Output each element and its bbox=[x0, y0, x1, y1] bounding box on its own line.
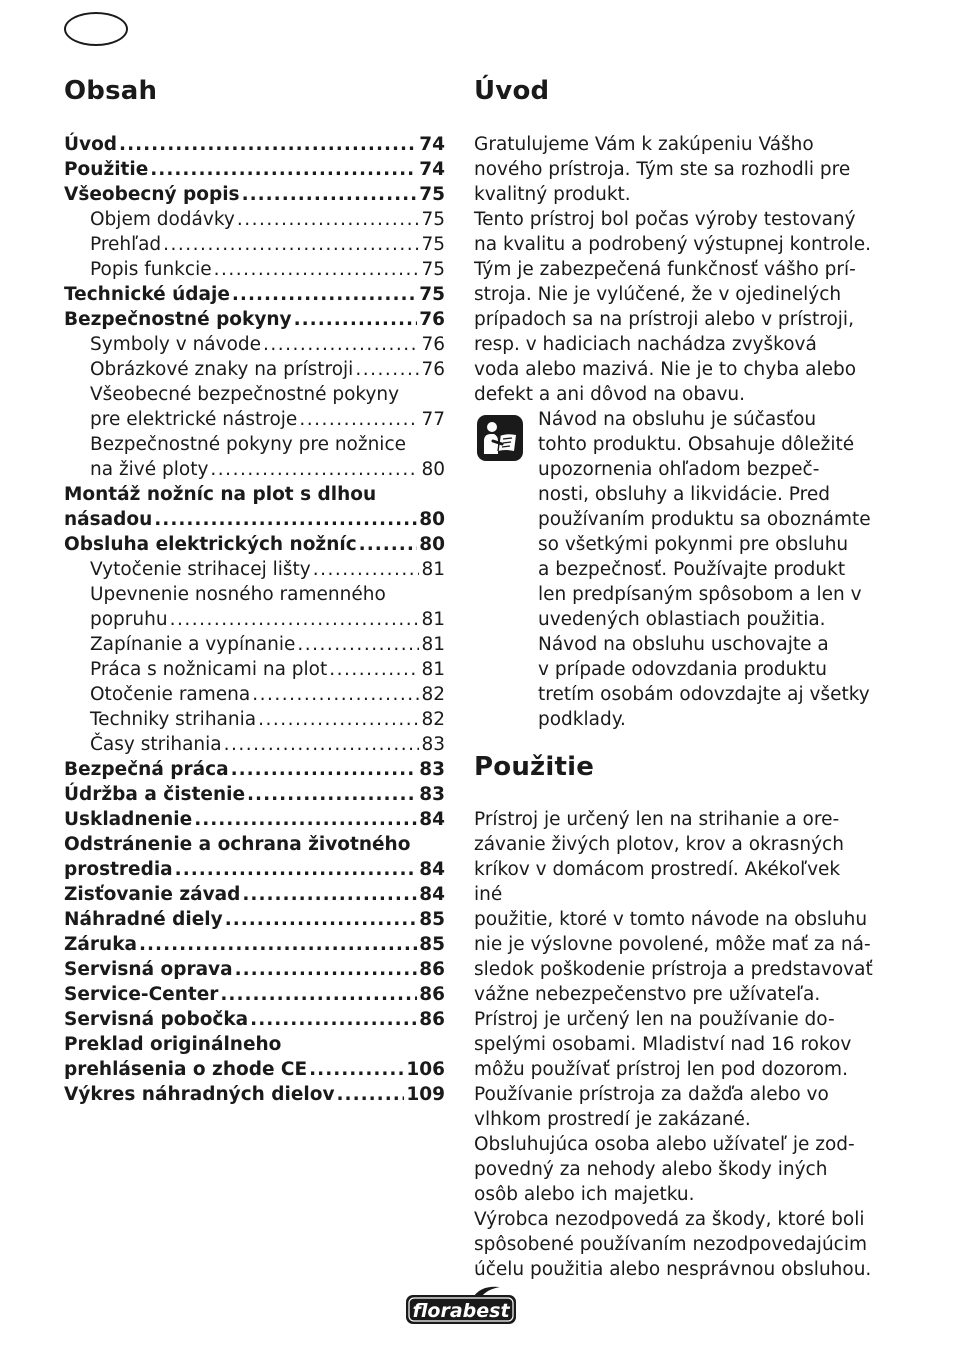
logo-text: florabest bbox=[412, 1300, 510, 1322]
toc-page-number: 75 bbox=[421, 209, 445, 230]
toc-leader-dots bbox=[242, 182, 418, 207]
toc-entry bbox=[64, 357, 445, 382]
toc-entry-title: Prehľad bbox=[90, 234, 162, 255]
toc-page-number: 84 bbox=[419, 859, 445, 880]
intro-title: Úvod bbox=[474, 76, 550, 106]
toc-leader-dots bbox=[242, 882, 417, 907]
toc-entry bbox=[64, 532, 445, 557]
toc-entry-title: Service-Center bbox=[64, 984, 219, 1005]
toc-page-number: 80 bbox=[419, 534, 445, 555]
language-badge bbox=[64, 12, 128, 46]
toc-page-number: 82 bbox=[421, 684, 445, 705]
toc-entry-title: Úvod bbox=[64, 134, 118, 155]
toc-page-number: 74 bbox=[419, 159, 445, 180]
toc-page-number: 81 bbox=[421, 609, 445, 630]
toc-entry bbox=[64, 557, 445, 582]
toc-leader-dots bbox=[175, 857, 418, 882]
toc-leader-dots bbox=[355, 357, 419, 382]
toc-entry bbox=[64, 632, 445, 657]
toc-leader-dots bbox=[237, 207, 420, 232]
toc-entry bbox=[64, 207, 445, 232]
toc-entry-title: na živé ploty bbox=[90, 459, 209, 480]
toc-entry bbox=[64, 782, 445, 807]
toc-entry-title: Údržba a čistenie bbox=[64, 784, 246, 805]
toc-page-number: 80 bbox=[421, 459, 445, 480]
toc-entry-line: Odstránenie a ochrana životného bbox=[64, 834, 411, 855]
toc-entry bbox=[64, 932, 445, 957]
toc-leader-dots bbox=[225, 907, 418, 932]
toc-leader-dots bbox=[263, 332, 419, 357]
toc-page-number: 83 bbox=[421, 734, 445, 755]
toc-page-number: 86 bbox=[419, 984, 445, 1005]
usage-paragraph: Prístroj je určený len na strihanie a ore- závanie živých plotov, krov a okrasných kríkov v domácom prostredí. Akékoľvek iné použitie, ktoré v tomto návode na obsluhu nie je výslovne povolené, môže mať za ná- sledok poškodenie prístroja a predstavovať vážne nebezpečenstvo pre užívateľa. Prístroj je určený len na používanie do- spelými osobami. Mladiství nad 16 rokov môžu používať prístroj len pod dozorom. Používanie prístroja za dažďa alebo vo vlhkom prostredí je zakázané. Obsluhujúca osoba alebo užívateľ je zod- povedný za nehody alebo škody iných osôb alebo ich majetku. Výrobca nezodpovedá za škody, ktoré boli spôsobené používaním nezodpovedajúcim účelu použitia alebo nesprávnou obsluhou. bbox=[474, 809, 873, 1280]
toc-entry-title: Záruka bbox=[64, 934, 137, 955]
manual-reading-icon bbox=[476, 414, 524, 462]
toc-entry-title: Časy strihania bbox=[90, 734, 222, 755]
toc-leader-dots bbox=[294, 307, 418, 332]
toc-entry bbox=[64, 132, 445, 157]
toc-entry-title: prostredia bbox=[64, 859, 173, 880]
toc-entry-title: Vytočenie strihacej lišty bbox=[90, 559, 311, 580]
florabest-logo bbox=[404, 1284, 518, 1326]
toc-entry-line: Upevnenie nosného ramenného bbox=[90, 584, 386, 605]
toc-entry bbox=[64, 907, 445, 932]
toc-page-number: 106 bbox=[406, 1059, 445, 1080]
toc-entry-title: Otočenie ramena bbox=[90, 684, 251, 705]
toc-entry bbox=[64, 757, 445, 782]
toc-entry-title: Použitie bbox=[64, 159, 149, 180]
toc-entry-title: Techniky strihania bbox=[90, 709, 257, 730]
toc-page-number: 75 bbox=[421, 234, 445, 255]
usage-title: Použitie bbox=[474, 752, 595, 782]
toc-leader-dots bbox=[258, 707, 419, 732]
toc-page-number: 85 bbox=[419, 934, 445, 955]
toc-title: Obsah bbox=[64, 76, 158, 106]
toc-page-number: 109 bbox=[406, 1084, 445, 1105]
toc-entry bbox=[64, 257, 445, 282]
toc-entry bbox=[64, 1007, 445, 1032]
toc-leader-dots bbox=[170, 607, 420, 632]
toc-entry-title: popruhu bbox=[90, 609, 168, 630]
toc-entry bbox=[64, 732, 445, 757]
toc-leader-dots bbox=[299, 407, 419, 432]
toc-leader-dots bbox=[313, 557, 420, 582]
toc-entry bbox=[64, 157, 445, 182]
toc-page-number: 85 bbox=[419, 909, 445, 930]
toc-leader-dots bbox=[154, 507, 417, 532]
table-of-contents bbox=[64, 132, 445, 1107]
toc-leader-dots bbox=[210, 457, 419, 482]
toc-page-number: 76 bbox=[421, 334, 445, 355]
toc-page-number: 82 bbox=[421, 709, 445, 730]
toc-entry bbox=[64, 882, 445, 907]
toc-entry-title: Zisťovanie závad bbox=[64, 884, 241, 905]
toc-entry bbox=[64, 182, 445, 207]
toc-page-number: 81 bbox=[421, 559, 445, 580]
toc-entry-title: Výkres náhradných dielov bbox=[64, 1084, 335, 1105]
toc-entry-title: pre elektrické nástroje bbox=[90, 409, 298, 430]
toc-leader-dots bbox=[232, 282, 417, 307]
toc-entry bbox=[64, 307, 445, 332]
toc-leader-dots bbox=[309, 1057, 404, 1082]
toc-entry-title: Náhradné diely bbox=[64, 909, 223, 930]
toc-entry bbox=[64, 332, 445, 357]
toc-entry bbox=[64, 982, 445, 1007]
toc-page-number: 83 bbox=[419, 759, 445, 780]
toc-page-number: 80 bbox=[419, 509, 445, 530]
toc-entry-title: Servisná oprava bbox=[64, 959, 233, 980]
toc-leader-dots bbox=[150, 157, 417, 182]
toc-entry-line: Všeobecné bezpečnostné pokyny bbox=[90, 384, 400, 405]
intro-paragraph: Gratulujeme Vám k zakúpeniu Vášho nového prístroja. Tým ste sa rozhodli pre kvalitný produkt. Tento prístroj bol počas výroby testovaný na kvalitu a podrobený výstupnej kontrole. Tým je zabezpečená funkčnosť vášho prí- stroja. Nie je vylúčené, že v ojedinelých prípadoch sa na prístroji alebo v prístroji, resp. v hadiciach nachádza zvyšková voda alebo mazivá. Nie je to chyba alebo defekt a ani dôvod na obavu. bbox=[474, 134, 871, 405]
toc-entry-title: prehlásenia o zhode CE bbox=[64, 1059, 308, 1080]
toc-page-number: 86 bbox=[419, 1009, 445, 1030]
toc-leader-dots bbox=[359, 532, 418, 557]
toc-entry-title: Symboly v návode bbox=[90, 334, 262, 355]
toc-page-number: 84 bbox=[419, 809, 445, 830]
toc-entry bbox=[64, 707, 445, 732]
toc-entry bbox=[64, 682, 445, 707]
toc-entry-line: Bezpečnostné pokyny pre nožnice bbox=[90, 434, 406, 455]
toc-page-number: 75 bbox=[419, 284, 445, 305]
toc-leader-dots bbox=[247, 782, 417, 807]
toc-leader-dots bbox=[297, 632, 419, 657]
toc-leader-dots bbox=[119, 132, 417, 157]
toc-entry-title: Technické údaje bbox=[64, 284, 230, 305]
toc-entry bbox=[64, 607, 445, 632]
toc-entry-title: Servisná pobočka bbox=[64, 1009, 249, 1030]
manual-note-paragraph: Návod na obsluhu je súčasťou tohto produktu. Obsahuje dôležité upozornenia ohľadom bezpeč- nosti, obsluhy a likvidácie. Pred používaním produktu sa oboznámte so všetkými pokynmi pre obsluhu a bezpečnosť. Používajte produkt len predpísaným spôsobom a len v uvedených oblastiach použitia. Návod na obsluhu uschovajte a v prípade odovzdania produktu tretím osobám odovzdajte aj všetky podklady. bbox=[538, 409, 871, 730]
toc-entry-title: Obrázkové znaky na prístroji bbox=[90, 359, 354, 380]
toc-entry-title: Bezpečnostné pokyny bbox=[64, 309, 292, 330]
toc-entry-title: násadou bbox=[64, 509, 153, 530]
toc-entry bbox=[64, 957, 445, 982]
toc-page-number: 75 bbox=[419, 184, 445, 205]
toc-entry-line: Montáž nožníc na plot s dlhou bbox=[64, 484, 377, 505]
toc-page-number: 75 bbox=[421, 259, 445, 280]
toc-entry bbox=[64, 807, 445, 832]
toc-page-number: 76 bbox=[419, 309, 445, 330]
toc-leader-dots bbox=[252, 682, 419, 707]
toc-entry-title: Práca s nožnicami na plot bbox=[90, 659, 328, 680]
toc-leader-dots bbox=[163, 232, 419, 257]
toc-entry-title: Objem dodávky bbox=[90, 209, 235, 230]
toc-leader-dots bbox=[139, 932, 417, 957]
toc-entry bbox=[64, 1082, 445, 1107]
toc-leader-dots bbox=[235, 957, 418, 982]
toc-page-number: 74 bbox=[419, 134, 445, 155]
toc-page-number: 77 bbox=[421, 409, 445, 430]
toc-page-number: 76 bbox=[421, 359, 445, 380]
toc-entry bbox=[64, 457, 445, 482]
toc-leader-dots bbox=[194, 807, 417, 832]
toc-page-number: 81 bbox=[421, 634, 445, 655]
toc-page-number: 81 bbox=[421, 659, 445, 680]
toc-page-number: 86 bbox=[419, 959, 445, 980]
toc-entry-title: Bezpečná práca bbox=[64, 759, 229, 780]
toc-leader-dots bbox=[214, 257, 420, 282]
toc-leader-dots bbox=[220, 982, 417, 1007]
toc-entry bbox=[64, 407, 445, 432]
toc-entry-line: Preklad originálneho bbox=[64, 1034, 282, 1055]
toc-entry bbox=[64, 232, 445, 257]
toc-entry bbox=[64, 282, 445, 307]
toc-entry-title: Obsluha elektrických nožníc bbox=[64, 534, 357, 555]
toc-leader-dots bbox=[337, 1082, 405, 1107]
toc-entry bbox=[64, 507, 445, 532]
toc-leader-dots bbox=[224, 732, 420, 757]
toc-leader-dots bbox=[250, 1007, 417, 1032]
toc-entry-title: Uskladnenie bbox=[64, 809, 193, 830]
toc-leader-dots bbox=[329, 657, 419, 682]
toc-entry bbox=[64, 1057, 445, 1082]
toc-page-number: 84 bbox=[419, 884, 445, 905]
toc-entry-title: Všeobecný popis bbox=[64, 184, 240, 205]
toc-entry bbox=[64, 657, 445, 682]
toc-entry-title: Zapínanie a vypínanie bbox=[90, 634, 296, 655]
toc-entry bbox=[64, 857, 445, 882]
toc-entry-title: Popis funkcie bbox=[90, 259, 212, 280]
toc-leader-dots bbox=[231, 757, 418, 782]
toc-page-number: 83 bbox=[419, 784, 445, 805]
